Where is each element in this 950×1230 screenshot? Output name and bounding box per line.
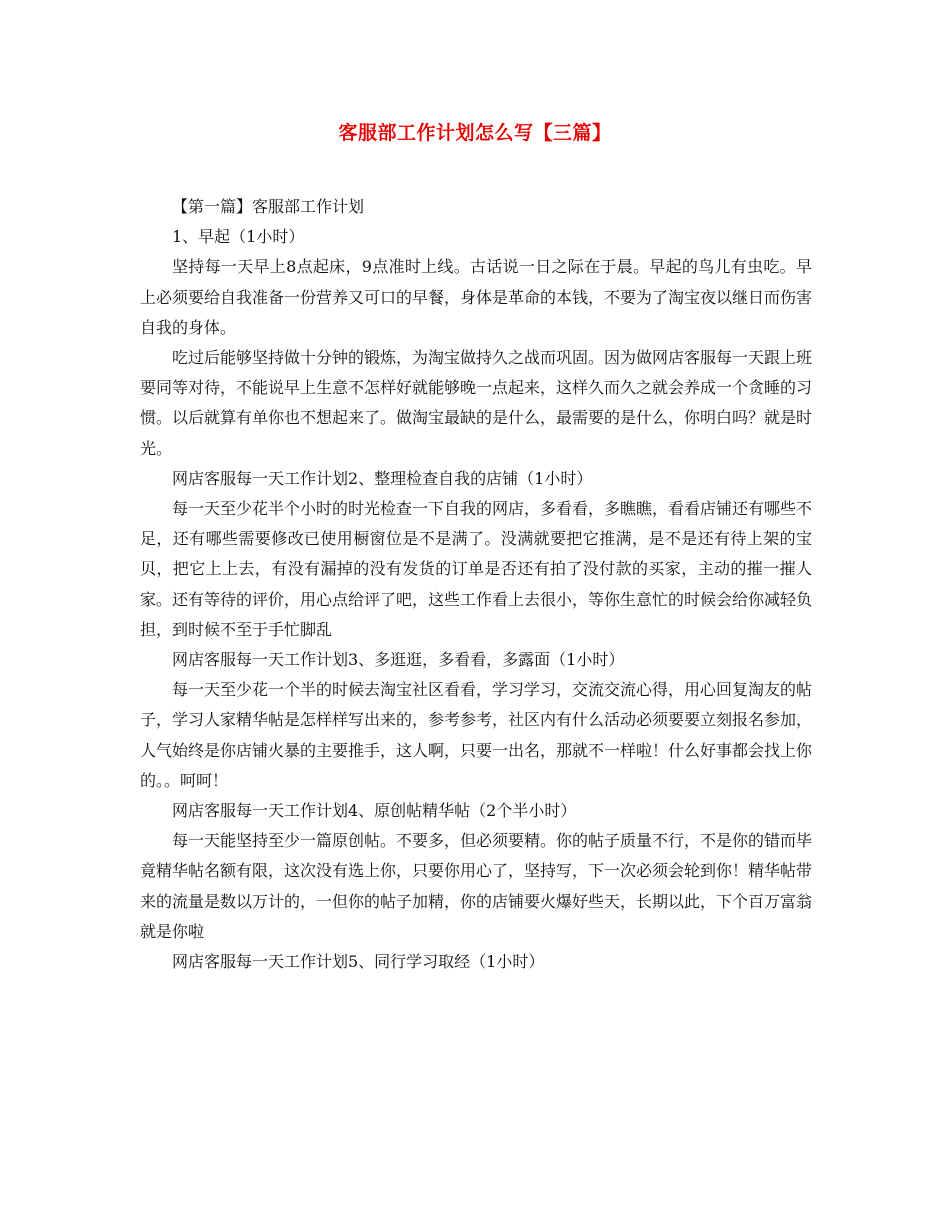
body-paragraph: 每一天至少花半个小时的时光检查一下自我的网店，多看看，多瞧瞧，看看店铺还有哪些不足，还有哪些需要修改已使用橱窗位是不是满了。没满就要把它推满，是不是还有待上架的宝贝，把它上上去，有没有漏掉的没有发货的订单是否还有拍了没付款的买家，主动的摧一摧人家。还有等待的评价，用心点给评了吧，这些工作看上去很小，等你生意忙的时候会给你减轻负担，到时候不至于手忙脚乱 [140, 499, 813, 639]
body-paragraph: 坚持每一天早上8点起床，9点准时上线。古话说一日之际在于晨。早起的鸟儿有虫吃。早上必须要给自我准备一份营养又可口的早餐，身体是革命的本钱，不要为了淘宝夜以继日而伤害自我的身体。 [140, 257, 813, 337]
step-heading: 网店客服每一天工作计划5、同行学习取经（1小时） [172, 952, 545, 972]
step-heading: 网店客服每一天工作计划2、整理检查自我的店铺（1小时） [172, 468, 593, 488]
body-paragraph: 每一天至少花一个半的时候去淘宝社区看看，学习学习，交流交流心得，用心回复淘友的帖子，学习人家精华帖是怎样样写出来的，参考参考，社区内有什么活动必须要要立刻报名参加，人气始终是你店铺火暴的主要推手，这人啊，只要一出名，那就不一样啦！什么好事都会找上你的。。呵呵！ [140, 680, 813, 790]
step-heading: 网店客服每一天工作计划3、多逛逛，多看看，多露面（1小时） [172, 650, 625, 670]
document-title: 客服部工作计划怎么写【三篇】 [338, 122, 612, 144]
section-heading: 【第一篇】客服部工作计划 [172, 197, 365, 216]
step-heading: 网店客服每一天工作计划4、原创帖精华帖（2个半小时） [172, 801, 577, 821]
body-paragraph: 吃过后能够坚持做十分钟的锻炼，为淘宝做持久之战而巩固。因为做网店客服每一天跟上班要同等对待，不能说早上生意不怎样好就能够晚一点起来，这样久而久之就会养成一个贪睡的习惯。以后就算有单你也不想起来了。做淘宝最缺的是什么，最需要的是什么，你明白吗？就是时光。 [140, 348, 813, 458]
body-paragraph: 每一天能坚持至少一篇原创帖。不要多，但必须要精。你的帖子质量不行，不是你的错而毕竟精华帖名额有限，这次没有选上你，只要你用心了，坚持写，下一次必须会轮到你！精华帖带来的流量是数以万计的，一但你的帖子加精，你的店铺要火爆好些天，长期以此，下个百万富翁就是你啦 [140, 831, 813, 941]
document-body [140, 192, 812, 977]
step-heading: 1、早起（1小时） [172, 227, 305, 247]
